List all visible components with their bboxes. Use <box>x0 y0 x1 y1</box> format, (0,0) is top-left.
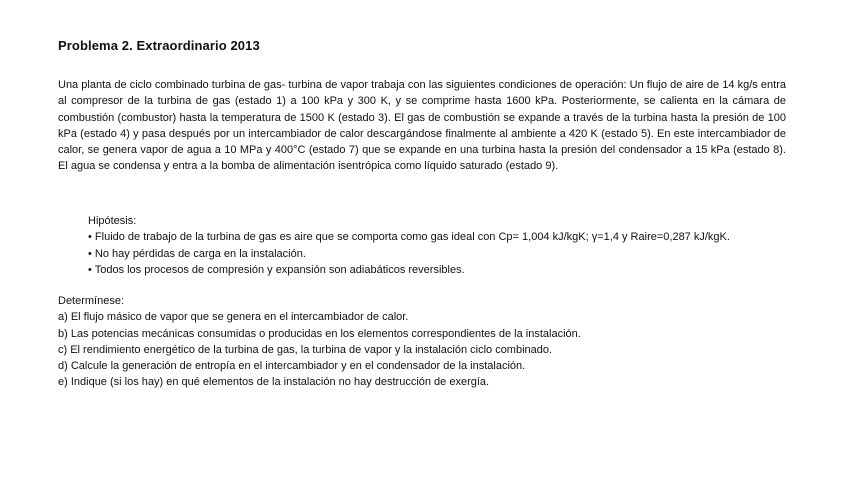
problem-statement: Una planta de ciclo combinado turbina de gas- turbina de vapor trabaja con las siguientes condiciones de operación: Un flujo de aire de 14 kg/s entra al compresor de la turbina de gas (estado 1) a 100 kPa y 300 K, y se comprime hasta 1600 kPa. Posteriormente, se calienta en la cámara de combustión (combustor) hasta la temperatura de 1500 K (estado 3). El gas de combustión se expande a través de la turbina hasta la presión de 100 kPa (estado 4) y pasa después por un intercambiador de calor descargándose finalmente al ambiente a 420 K (estado 5). En este intercambiador de calor, se genera vapor de agua a 10 MPa y 400°C (estado 7) que se expande en una turbina hasta la presión del condensador a 15 kPa (estado 8). El agua se condensa y entra a la bomba de alimentación isentrópica como líquido saturado (estado 9). <box>58 79 786 173</box>
question-item: a) El flujo másico de vapor que se genera en el intercambiador de calor. <box>58 311 409 324</box>
hypotheses-heading: Hipótesis: <box>88 215 137 227</box>
hypothesis-item: • Fluido de trabajo de la turbina de gas es aire que se comporta como gas ideal con Cp= 1,004 kJ/kgK; γ=1,4 y Raire=0,287 kJ/kgK. <box>88 231 730 244</box>
questions-heading: Determínese: <box>58 295 125 307</box>
hypothesis-item: • No hay pérdidas de carga en la instalación. <box>88 247 306 260</box>
question-item: e) Indique (si los hay) en qué elementos de la instalación no hay destrucción de exergía. <box>58 376 490 389</box>
hypothesis-item: • Todos los procesos de compresión y expansión son adiabáticos reversibles. <box>88 263 465 276</box>
hypotheses-section <box>88 213 808 278</box>
questions-section <box>58 293 798 391</box>
problem-title: Problema 2. Extraordinario 2013 <box>58 38 260 53</box>
question-item: c) El rendimiento energético de la turbina de gas, la turbina de vapor y la instalación ciclo combinado. <box>58 343 553 356</box>
question-item: b) Las potencias mecánicas consumidas o producidas en los elementos correspondientes de la instalación. <box>58 327 581 340</box>
question-item: d) Calcule la generación de entropía en el intercambiador y en el condensador de la instalación. <box>58 360 526 373</box>
